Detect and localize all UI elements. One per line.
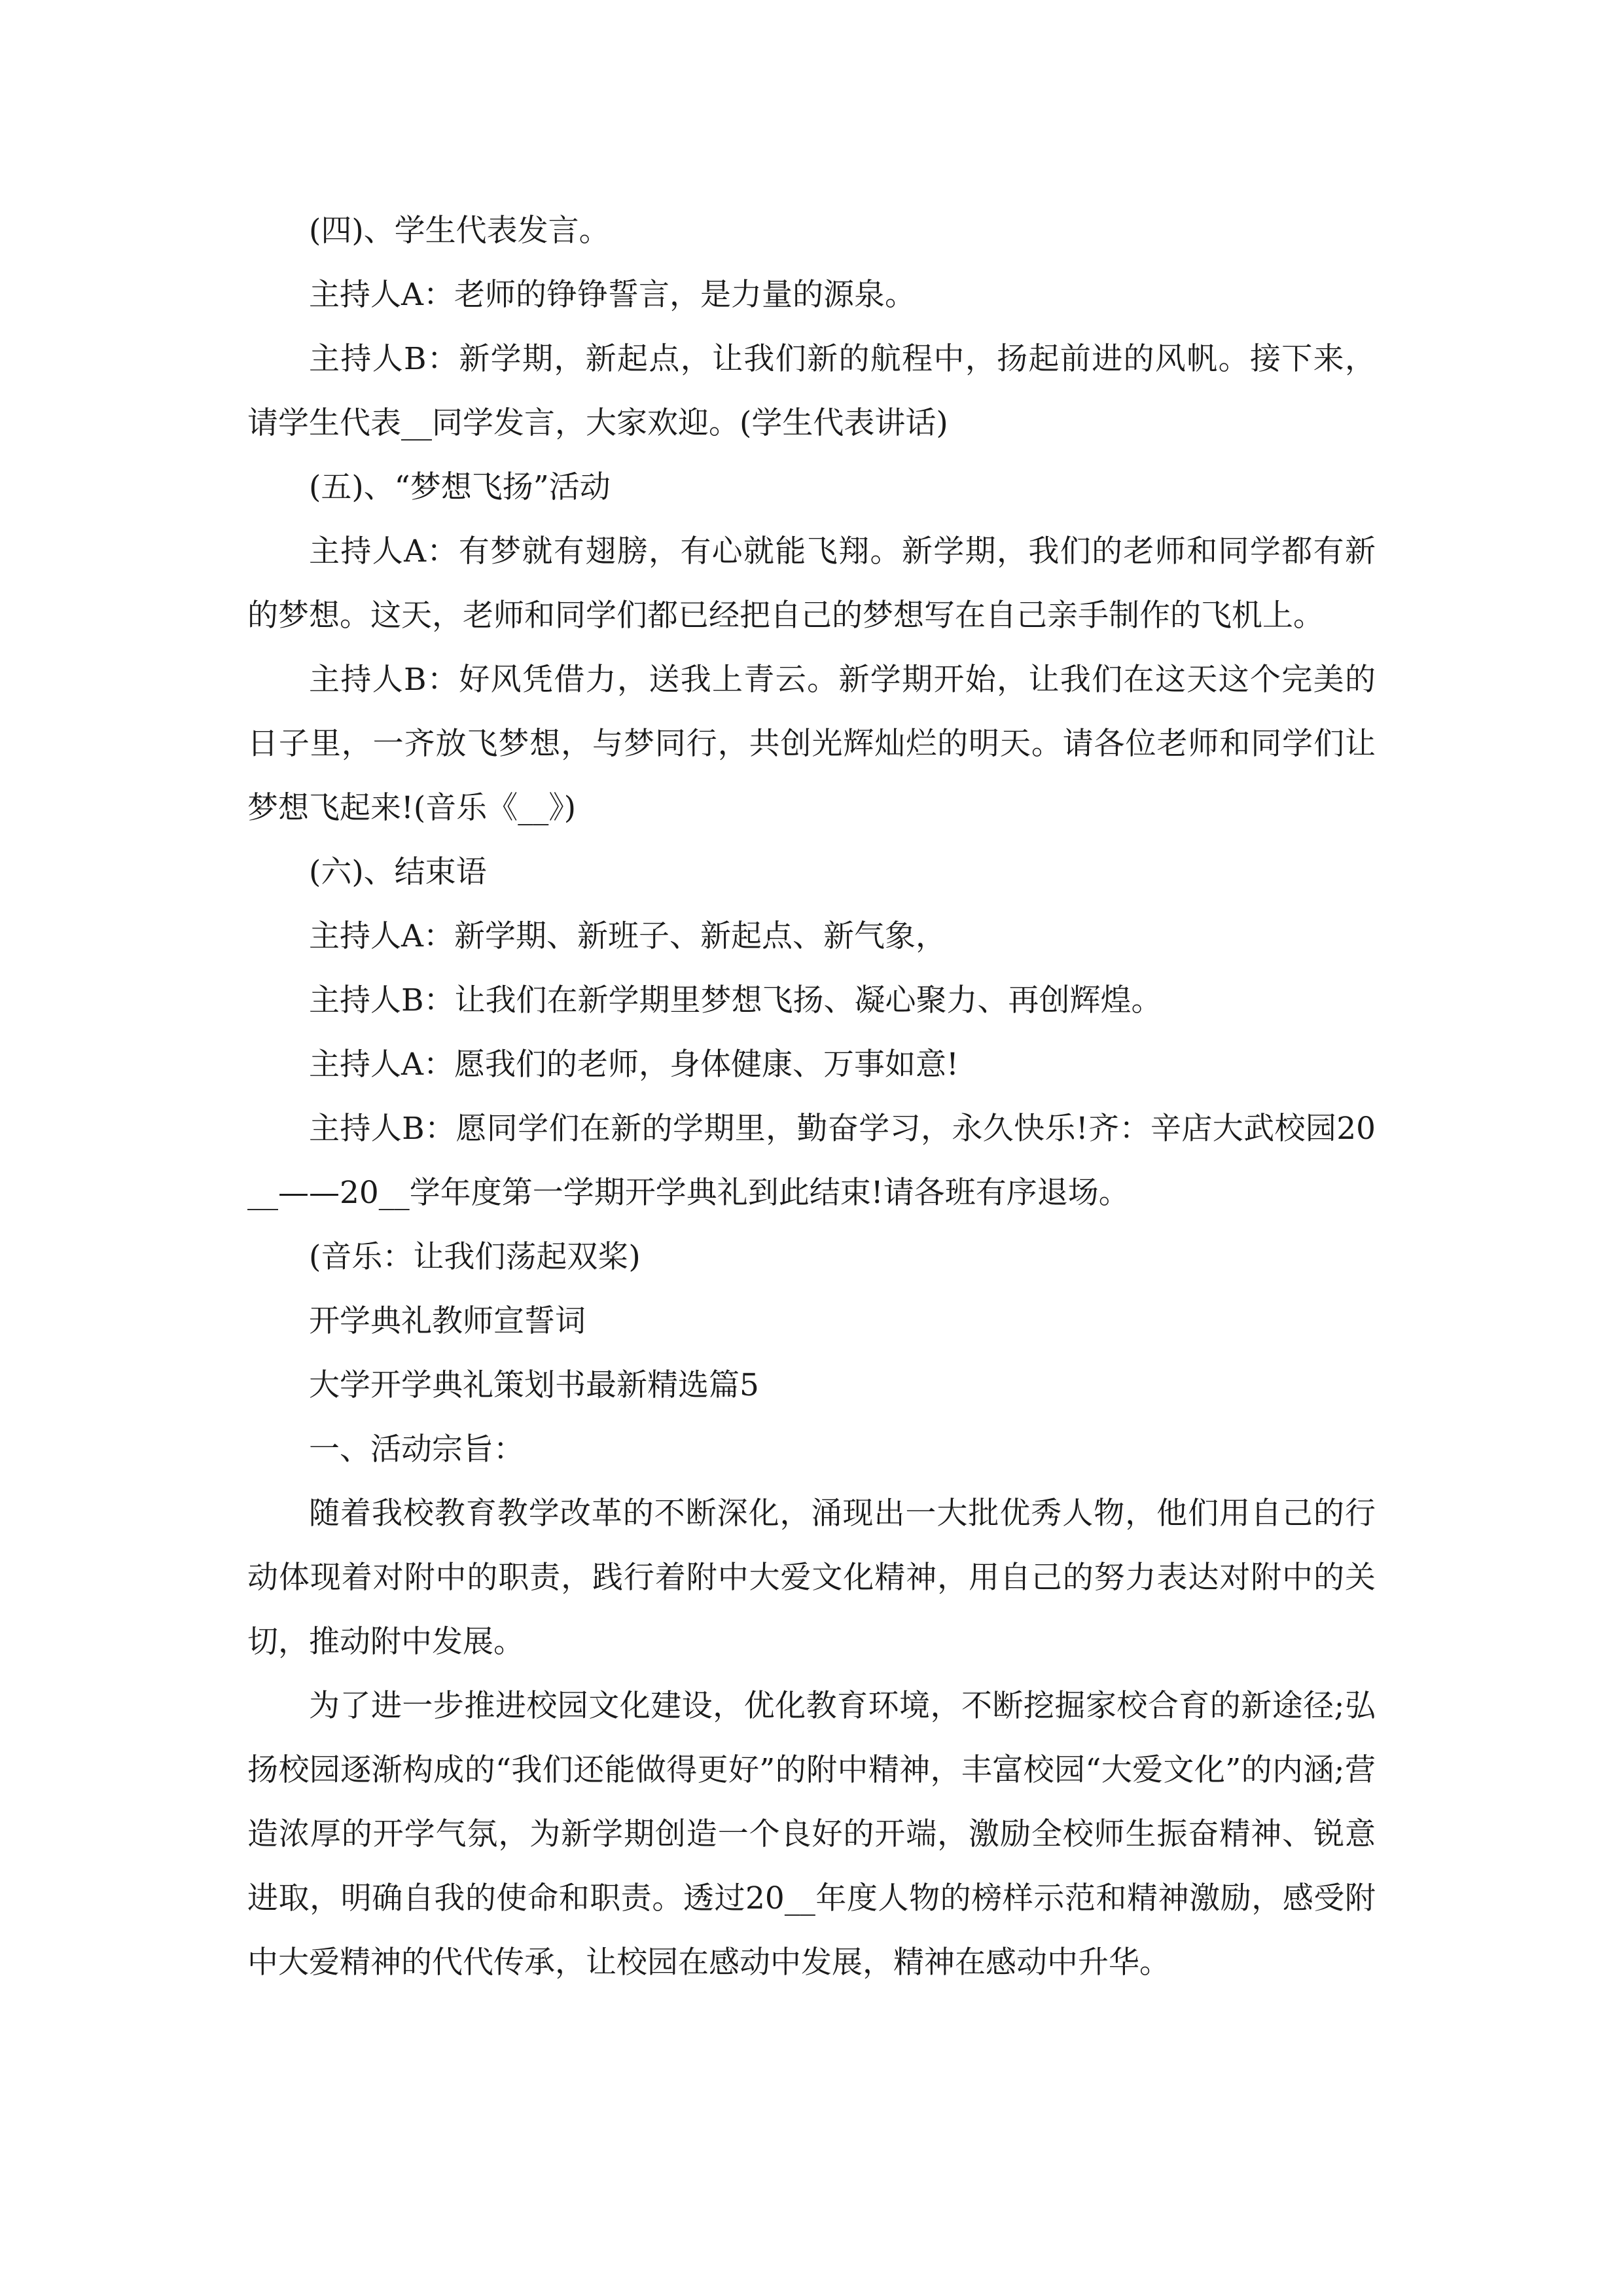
section-heading-purpose: 一、活动宗旨： (309, 1431, 524, 1467)
body-paragraph: 随着我校教育教学改革的不断深化，涌现出一大批优秀人物，他们用自己的行动体现着对附中的职责，践行着附中大爱文化精神，用自己的努力表达对附中的关切，推动附中发展。 (247, 1496, 1376, 1660)
music-note: (音乐：让我们荡起双桨) (309, 1239, 641, 1275)
section-heading-student-speech: (四)、学生代表发言。 (309, 213, 610, 249)
section-heading-closing: (六)、结束语 (309, 854, 487, 890)
section-heading-dream-activity: (五)、“梦想飞扬”活动 (309, 469, 611, 505)
host-b-line: 主持人B：好风凭借力，送我上青云。新学期开始，让我们在这天这个完美的日子里，一齐放飞梦想，与梦同行，共创光辉灿烂的明天。请各位老师和同学们让梦想飞起来!(音乐《__》) (247, 662, 1376, 826)
host-b-line: 主持人B：让我们在新学期里梦想飞扬、凝心聚力、再创辉煌。 (309, 982, 1162, 1018)
host-b-line: 主持人B：新学期，新起点，让我们新的航程中，扬起前进的风帆。接下来，请学生代表__同学发言，大家欢迎。(学生代表讲话) (247, 341, 1376, 441)
host-a-line: 主持人A：有梦就有翅膀，有心就能飞翔。新学期，我们的老师和同学都有新的梦想。这天，老师和同学们都已经把自己的梦想写在自己亲手制作的飞机上。 (247, 533, 1376, 634)
document-body (247, 199, 1376, 1995)
host-a-line: 主持人A：新学期、新班子、新起点、新气象， (309, 918, 946, 954)
host-a-line: 主持人A：老师的铮铮誓言，是力量的源泉。 (309, 277, 916, 313)
host-a-line: 主持人A：愿我们的老师，身体健康、万事如意! (309, 1047, 959, 1083)
body-paragraph: 为了进一步推进校园文化建设，优化教育环境，不断挖掘家校合育的新途径;弘扬校园逐渐构成的“我们还能做得更好”的附中精神，丰富校园“大爱文化”的内涵;营造浓厚的开学气氛，为新学期创造一个良好的开端，激励全校师生振奋精神、锐意进取，明确自我的使命和职责。透过20__年度人物的榜样示范和精神激励，感受附中大爱精神的代代传承，让校园在感动中发展，精神在感动中升华。 (247, 1688, 1376, 1981)
host-b-line: 主持人B：愿同学们在新的学期里，勤奋学习，永久快乐!齐：辛店大武校园20__——20__学年度第一学期开学典礼到此结束!请各班有序退场。 (247, 1111, 1376, 1211)
article-title: 大学开学典礼策划书最新精选篇5 (309, 1367, 759, 1403)
subtitle-teacher-oath: 开学典礼教师宣誓词 (309, 1303, 586, 1339)
